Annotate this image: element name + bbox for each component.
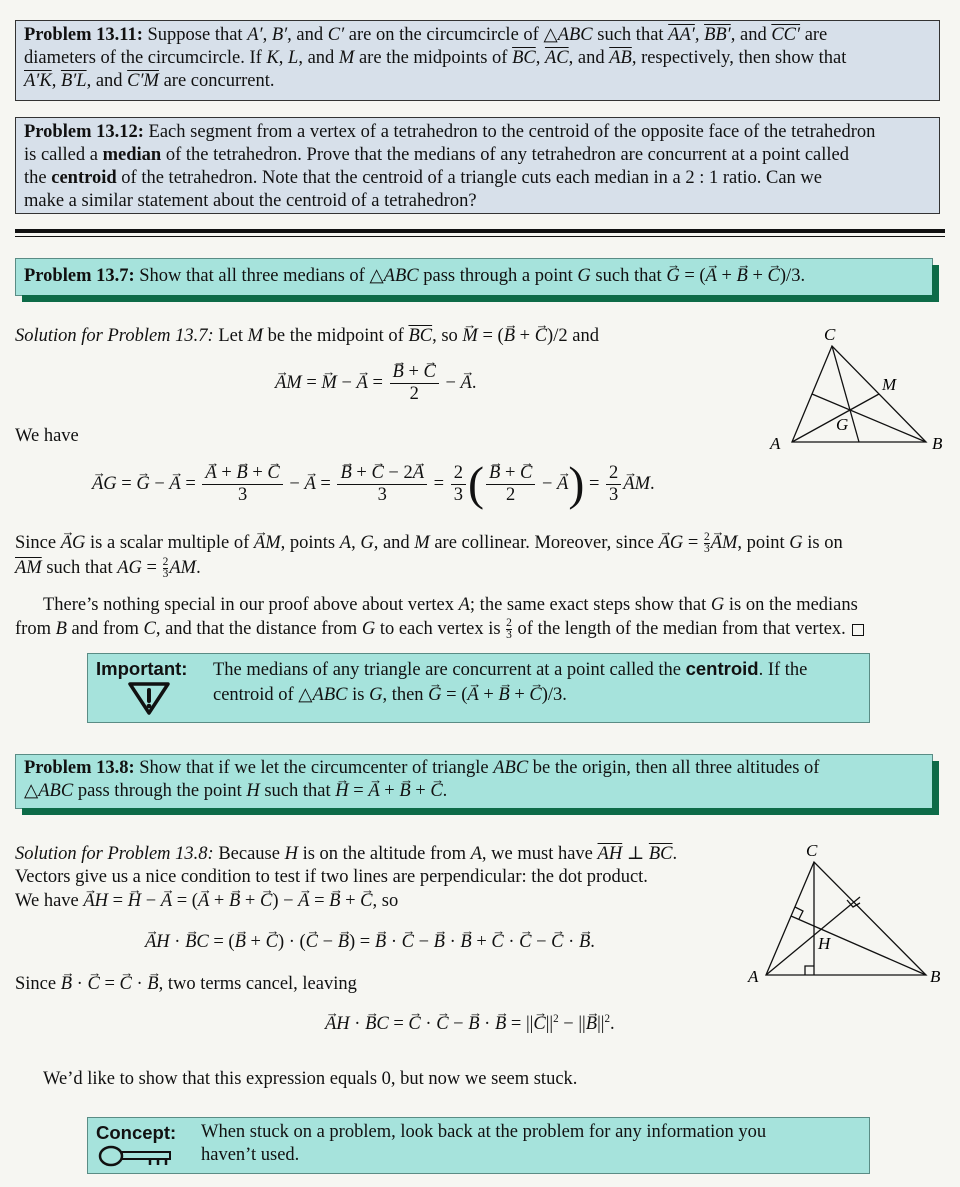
problem-13-11-line1: Problem 13.11: Suppose that A′, B′, and C′ are on the circumcircle of △ABC such that AA′, BB′, and CC′ are: [24, 25, 828, 45]
concept-label: Concept:: [96, 1122, 177, 1143]
equation-ag: → AG = → G − → A = → $\frac{A + \to B + \to C}{3}$ − → A = → $\frac{B + \to C - 2\to A}{3}$ = $\frac{2}{3}$ ( → $\frac{B + \to C}{2}$ − → A) = $\frac{2}{3}$ → AM.: [92, 463, 655, 507]
concept-line-1: When stuck on a problem, look back at the problem for any information you: [201, 1122, 767, 1142]
solution-13-7-intro: Solution for Problem 13.7: Let M be the midpoint of $\overline{BC}$, so → M = (→ B + → C)/2 and: [15, 325, 599, 348]
right-angle-mark-2: [795, 907, 803, 919]
problem-13-11-line2: diameters of the circumcircle. If K, L, and M are the midpoints of $\overline{BC}$, $\overline{AC}$, and $\overline{AB}$, respectively, then show that: [24, 48, 847, 69]
solution-13-8-line-2: Vectors give us a nice condition to test if two lines are perpendicular: the dot product.: [15, 867, 648, 887]
problem-13-11-box: [15, 20, 940, 101]
solution-13-8-heading: Solution for Problem 13.8:: [15, 844, 214, 864]
fig1-label-g: G: [836, 415, 849, 434]
we-have-text: We have: [15, 426, 79, 446]
median-from-b: [812, 394, 926, 442]
warning-icon: [126, 680, 172, 716]
problem-13-7-box: Problem 13.7: Show that all three medians of △ABC pass through a point G such that → G = (→ A + → B + → C)/3.: [15, 258, 933, 296]
problem-13-8-box: Problem 13.8: Show that if we let the circumcenter of triangle ABC be the origin, then all three altitudes of △ABC pass through the point H such that → H = → A + → B + → C.: [15, 754, 933, 809]
figure-altitudes: [740, 840, 940, 990]
solution-13-7-heading: Solution for Problem 13.7:: [15, 326, 214, 346]
equation-am: → AM = → M − → A = → $\frac{B + \to C}{2}$ − → A.: [275, 362, 476, 406]
problem-13-12-line2: is called a median of the tetrahedron. Prove that the medians of any tetrahedron are concurrent at a point called: [24, 145, 850, 166]
nothing-special-line-1: There’s nothing special in our proof above about vertex A; the same exact steps show that G is on the medians: [43, 595, 858, 615]
right-angle-mark-1: [805, 966, 814, 975]
nothing-special-line-2: from B and from C, and that the distance from G to each vertex is $\frac{2}{3}$ of the length of the median from that vertex.: [15, 618, 864, 642]
fig1-label-m: M: [882, 375, 897, 394]
altitude-from-a: [766, 897, 860, 975]
equation-norms: → AH · → BC = → C · → C − → B · → B = ||→ $C||^2$ − ||→ $B||^2$.: [325, 1013, 615, 1036]
problem-13-11-label: Problem 13.11:: [24, 25, 143, 45]
equation-dot-product: → AH · → BC = (→ B + → C) · (→ C − → B) = → B · → C − → B · → B + → C · → C − → C · → B.: [145, 931, 595, 954]
section-divider-thin: [15, 236, 945, 237]
figure-medians: [760, 318, 960, 458]
problem-13-12-box: [15, 117, 940, 214]
important-line-2: centroid of △ABC is G, then → G = (→ A + → B + → C)/3.: [213, 684, 863, 707]
fig2-label-a: A: [748, 967, 759, 986]
fig2-label-b: B: [930, 967, 940, 986]
since-line-2: $\overline{AM}$ such that AG = $\frac{2}{3}$ AM.: [15, 556, 201, 581]
stuck-text: We’d like to show that this expression equals 0, but now we seem stuck.: [43, 1069, 578, 1089]
fig1-label-a: A: [770, 434, 781, 453]
solution-13-8-line-3: We have → AH = → H − → A = (→ A + → B + → C) − → A = → B + → C, so: [15, 890, 398, 913]
fig1-label-b: B: [932, 434, 943, 453]
concept-box: [87, 1117, 870, 1174]
problem-13-12-line1: Problem 13.12: Each segment from a vertex of a tetrahedron to the centroid of the opposite face of the tetrahedron: [24, 122, 876, 142]
problem-13-11-line3: A′K, B′L, and C′M are concurrent.: [24, 71, 275, 92]
since-line-1: Since → AG is a scalar multiple of → AM, points A, G, and M are collinear. Moreover, since → AG = $\frac{2}{3}$ → AM, point G is on: [15, 532, 843, 556]
key-icon: [98, 1144, 174, 1168]
triangle-abc-2: [766, 862, 926, 975]
problem-13-7-label: Problem 13.7:: [24, 266, 135, 286]
important-box: [87, 653, 870, 723]
important-label: Important:: [96, 658, 188, 679]
important-line-1: The medians of any triangle are concurrent at a point called the centroid. If the: [213, 658, 808, 680]
since-terms-cancel: Since → B · → C = → C · → B, two terms cancel, leaving: [15, 973, 357, 996]
section-divider: [15, 229, 945, 233]
solution-13-8-line-1: Solution for Problem 13.8: Because H is on the altitude from A, we must have $\overline{AH}$ ⊥ $\overline{BC}$.: [15, 844, 678, 864]
qed-box: [852, 624, 864, 636]
fig2-label-c: C: [806, 841, 818, 860]
concept-line-2: haven’t used.: [201, 1145, 300, 1166]
fig2-label-h: H: [818, 934, 831, 953]
problem-13-12-line4: make a similar statement about the centroid of a tetrahedron?: [24, 191, 477, 212]
problem-13-12-line3: the centroid of the tetrahedron. Note that the centroid of a triangle cuts each median in a 2 : 1 ratio. Can we: [24, 168, 822, 189]
fig1-label-c: C: [824, 325, 836, 344]
problem-13-8-label: Problem 13.8:: [24, 758, 135, 778]
